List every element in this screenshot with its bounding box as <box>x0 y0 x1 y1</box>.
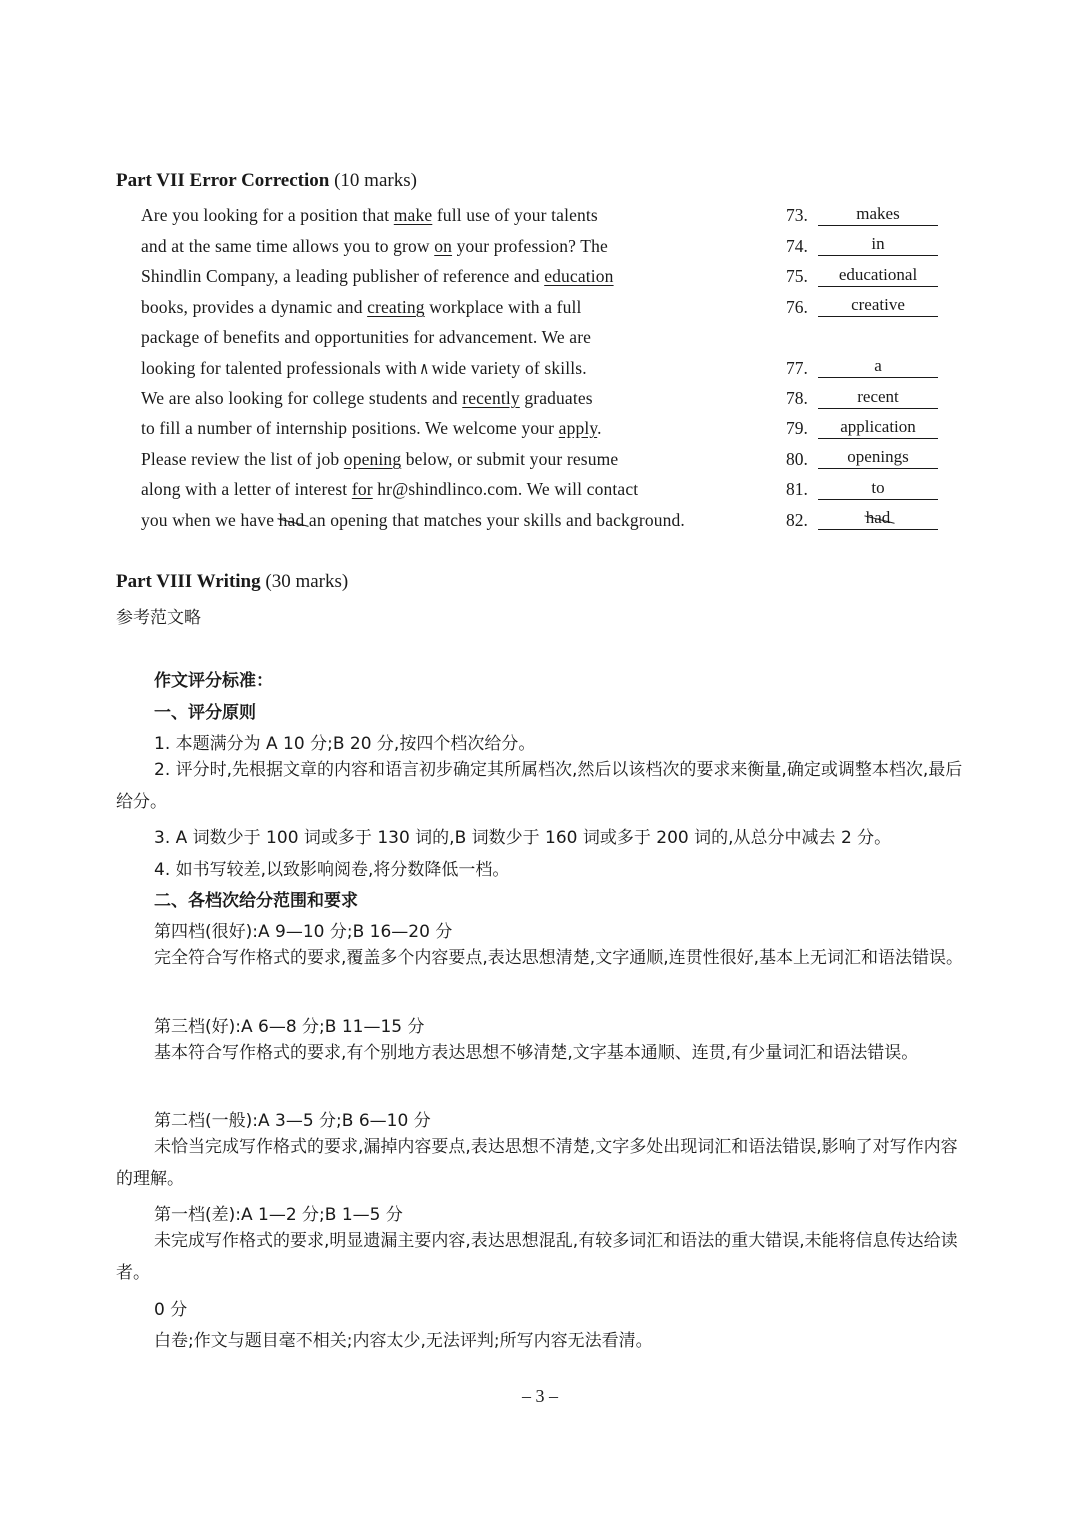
tier-0-heading: 0 分 <box>154 1300 188 1320</box>
ec-marked-word: recently <box>462 388 520 408</box>
answer-number: 78. <box>786 388 808 408</box>
criteria-title: 作文评分标准： <box>154 671 273 691</box>
ec-marked-word: for <box>351 479 373 499</box>
answer-value: application <box>818 417 938 439</box>
tier-3-description: 基本符合写作格式的要求,有个别地方表达思想不够清楚,文字基本通顺、连贯,有少量词汇和语法错误。 <box>154 1043 919 1063</box>
criteria-item-2: 2. 评分时,先根据文章的内容和语言初步确定其所属档次,然后以该档次的要求来衡量,确定或调整本档次,最后给分。 <box>116 760 963 812</box>
tier-2-heading: 第二档(一般):A 3—5 分;B 6—10 分 <box>154 1111 431 1131</box>
answer-number: 81. <box>786 479 808 499</box>
ec-line-10: along with a letter of interest for hr@shindlinco.com. We will contact <box>141 479 639 499</box>
part7-title: Part VII Error Correction <box>116 170 330 191</box>
deleted-answer: had <box>865 508 891 527</box>
criteria-section-1: 一、评分原则 <box>154 703 256 723</box>
answer-value: educational <box>818 265 938 287</box>
answer-number: 73. <box>786 205 808 225</box>
part8-heading <box>116 571 348 593</box>
ec-line-4: books, provides a dynamic and creating workplace with a full <box>141 297 582 317</box>
answer-number: 76. <box>786 297 808 317</box>
ec-line-5: package of benefits and opportunities for advancement. We are <box>141 327 592 347</box>
tier-4-heading: 第四档(很好):A 9—10 分;B 16—20 分 <box>154 922 453 942</box>
answer-value: to <box>818 478 938 500</box>
part7-heading <box>116 170 417 192</box>
ec-marked-word: on <box>434 236 453 256</box>
answer-value-deleted <box>818 508 938 530</box>
criteria-item-1: 1. 本题满分为 A 10 分;B 20 分,按四个档次给分。 <box>154 734 536 754</box>
part7-marks: (10 marks) <box>334 170 417 191</box>
part8-marks: (30 marks) <box>265 571 349 592</box>
criteria-item-3: 3. A 词数少于 100 词或多于 130 词的,B 词数少于 160 词或多于 200 词的,从总分中减去 2 分。 <box>154 828 892 848</box>
tier-3-heading: 第三档(好):A 6—8 分;B 11—15 分 <box>154 1017 425 1037</box>
answer-value: a <box>818 356 938 378</box>
answer-number: 79. <box>786 418 808 438</box>
answer-number: 80. <box>786 449 808 469</box>
ec-line-1: Are you looking for a position that make full use of your talents <box>141 205 598 225</box>
ec-marked-word: education <box>544 266 614 286</box>
answer-number: 82. <box>786 510 808 530</box>
ec-line-9: Please review the list of job opening below, or submit your resume <box>141 449 619 469</box>
ec-marked-word: make <box>393 205 433 225</box>
tier-1-description: 未完成写作格式的要求,明显遗漏主要内容,表达思想混乱,有较多词汇和语法的重大错误,未能将信息传达给读者。 <box>116 1231 958 1283</box>
ec-line-3: Shindlin Company, a leading publisher of reference and education <box>141 266 614 286</box>
criteria-item-4: 4. 如书写较差,以致影响阅卷,将分数降低一档。 <box>154 860 510 880</box>
answer-value: creative <box>818 295 938 317</box>
answer-value: recent <box>818 387 938 409</box>
ec-marked-word: creating <box>367 297 425 317</box>
answer-number: 77. <box>786 358 808 378</box>
page-number: – 3 – <box>522 1386 558 1406</box>
criteria-section-2: 二、各档次给分范围和要求 <box>154 891 358 911</box>
answer-value: in <box>818 234 938 256</box>
insert-caret-icon: ∧ <box>419 359 430 378</box>
answer-value: makes <box>818 204 938 226</box>
tier-2-description: 未恰当完成写作格式的要求,漏掉内容要点,表达思想不清楚,文字多处出现词汇和语法错误,影响了对写作内容的理解。 <box>116 1137 958 1189</box>
ec-line-11: you when we have had an opening that matches your skills and background. <box>141 510 685 530</box>
ec-marked-word: opening <box>343 449 402 469</box>
ec-line-7: We are also looking for college students and recently graduates <box>141 388 593 408</box>
answer-number: 75. <box>786 266 808 286</box>
tier-0-description: 白卷;作文与题目毫不相关;内容太少,无法评判;所写内容无法看清。 <box>154 1331 653 1351</box>
tier-1-heading: 第一档(差):A 1—2 分;B 1—5 分 <box>154 1205 403 1225</box>
ec-line-8: to fill a number of internship positions. We welcome your apply. <box>141 418 602 438</box>
answer-number: 74. <box>786 236 808 256</box>
ec-marked-word: apply <box>558 418 598 438</box>
part8-title: Part VIII Writing <box>116 571 261 592</box>
part8-note: 参考范文略 <box>116 608 201 628</box>
ec-deleted-word: had <box>278 510 305 530</box>
ec-line-6: looking for talented professionals with ∧ wide variety of skills. <box>141 358 587 378</box>
ec-line-2: and at the same time allows you to grow on your profession? The <box>141 236 608 256</box>
tier-4-description: 完全符合写作格式的要求,覆盖多个内容要点,表达思想清楚,文字通顺,连贯性很好,基本上无词汇和语法错误。 <box>154 948 964 968</box>
answer-value: openings <box>818 447 938 469</box>
